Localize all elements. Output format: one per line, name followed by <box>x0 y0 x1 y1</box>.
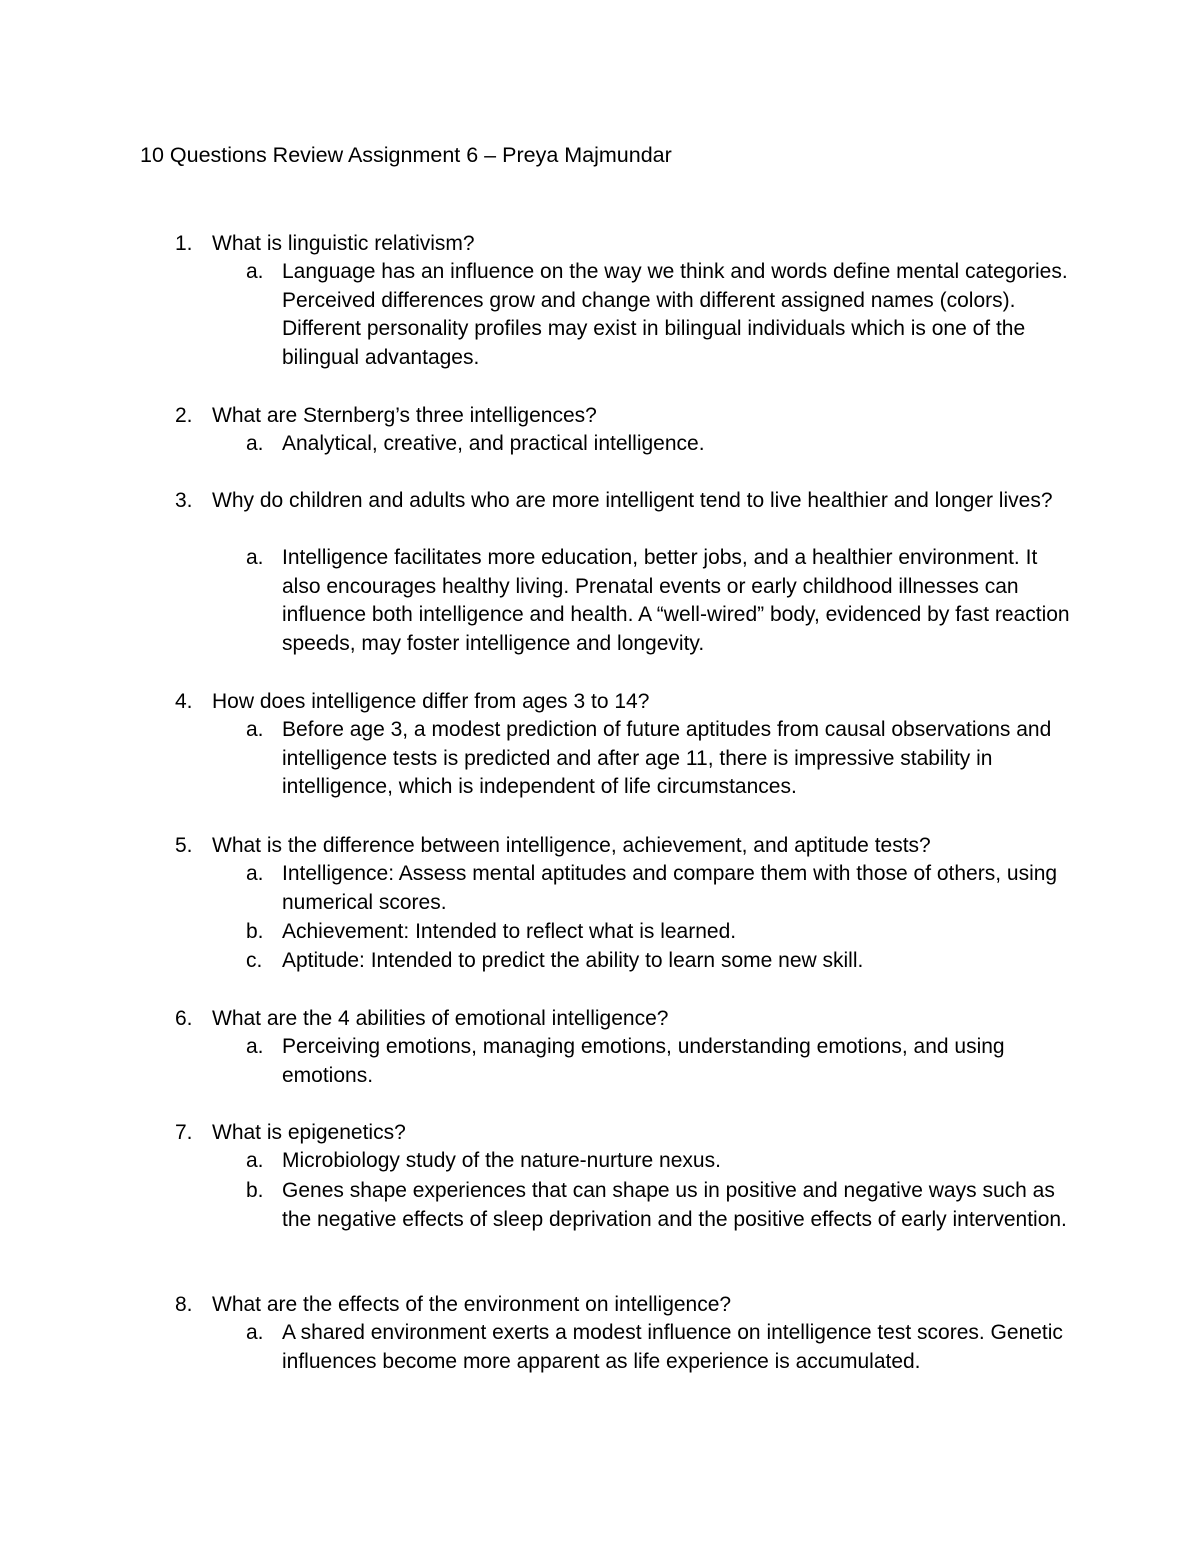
question-number: 5. <box>175 834 193 857</box>
answer-letter: b. <box>246 1179 264 1202</box>
answer-letter: c. <box>246 949 263 972</box>
question-text: What are the 4 abilities of emotional intelligence? <box>212 1007 669 1030</box>
question-text: Why do children and adults who are more intelligent tend to live healthier and longer lives? <box>212 489 1053 512</box>
question-text: How does intelligence differ from ages 3 to 14? <box>212 690 650 713</box>
question-text: What are Sternberg’s three intelligences? <box>212 404 597 427</box>
answer-text: Microbiology study of the nature-nurture nexus. <box>282 1149 721 1172</box>
answer-text: Language has an influence on the way we think and words define mental categories. Perceived differences grow and change with different assigned names (colors). Different personality profiles may exist in bilingual individuals which is one of the bilingual advantages. <box>282 260 1068 370</box>
question-number: 3. <box>175 489 193 512</box>
question-text: What are the effects of the environment on intelligence? <box>212 1293 732 1316</box>
question-number: 8. <box>175 1293 193 1316</box>
question-text: What is linguistic relativism? <box>212 232 475 255</box>
question-number: 4. <box>175 690 193 713</box>
question-number: 1. <box>175 232 193 255</box>
answer-letter: a. <box>246 546 264 569</box>
answer-text: Aptitude: Intended to predict the ability to learn some new skill. <box>282 949 864 972</box>
answer-letter: a. <box>246 718 264 741</box>
answer-text: Achievement: Intended to reflect what is learned. <box>282 920 737 943</box>
answer-letter: a. <box>246 862 264 885</box>
question-number: 7. <box>175 1121 193 1144</box>
answer-letter: a. <box>246 1035 264 1058</box>
question-text: What is epigenetics? <box>212 1121 406 1144</box>
question-text: What is the difference between intelligence, achievement, and aptitude tests? <box>212 834 931 857</box>
answer-text: Analytical, creative, and practical intelligence. <box>282 432 705 455</box>
answer-text: Genes shape experiences that can shape us in positive and negative ways such as the negative effects of sleep deprivation and the positive effects of early intervention. <box>282 1179 1067 1231</box>
answer-letter: b. <box>246 920 264 943</box>
answer-text: Intelligence facilitates more education, better jobs, and a healthier environment. It also encourages healthy living. Prenatal events or early childhood illnesses can influence both intelligence and health. A “well-wired” body, evidenced by fast reaction speeds, may foster intelligence and longevity. <box>282 546 1070 656</box>
answer-text: Before age 3, a modest prediction of future aptitudes from causal observations and intelligence tests is predicted and after age 11, there is impressive stability in intelligence, which is independent of life circumstances. <box>282 718 1052 799</box>
answer-letter: a. <box>246 1149 264 1172</box>
answer-letter: a. <box>246 1321 264 1344</box>
question-number: 6. <box>175 1007 193 1030</box>
question-number: 2. <box>175 404 193 427</box>
answer-letter: a. <box>246 432 264 455</box>
document-title: 10 Questions Review Assignment 6 – Preya Majmundar <box>140 143 672 167</box>
answer-letter: a. <box>246 260 264 283</box>
answer-text: Intelligence: Assess mental aptitudes and compare them with those of others, using numerical scores. <box>282 862 1058 914</box>
answer-text: Perceiving emotions, managing emotions, understanding emotions, and using emotions. <box>282 1035 1005 1087</box>
answer-text: A shared environment exerts a modest influence on intelligence test scores. Genetic influences become more apparent as life experience is accumulated. <box>282 1321 1063 1373</box>
